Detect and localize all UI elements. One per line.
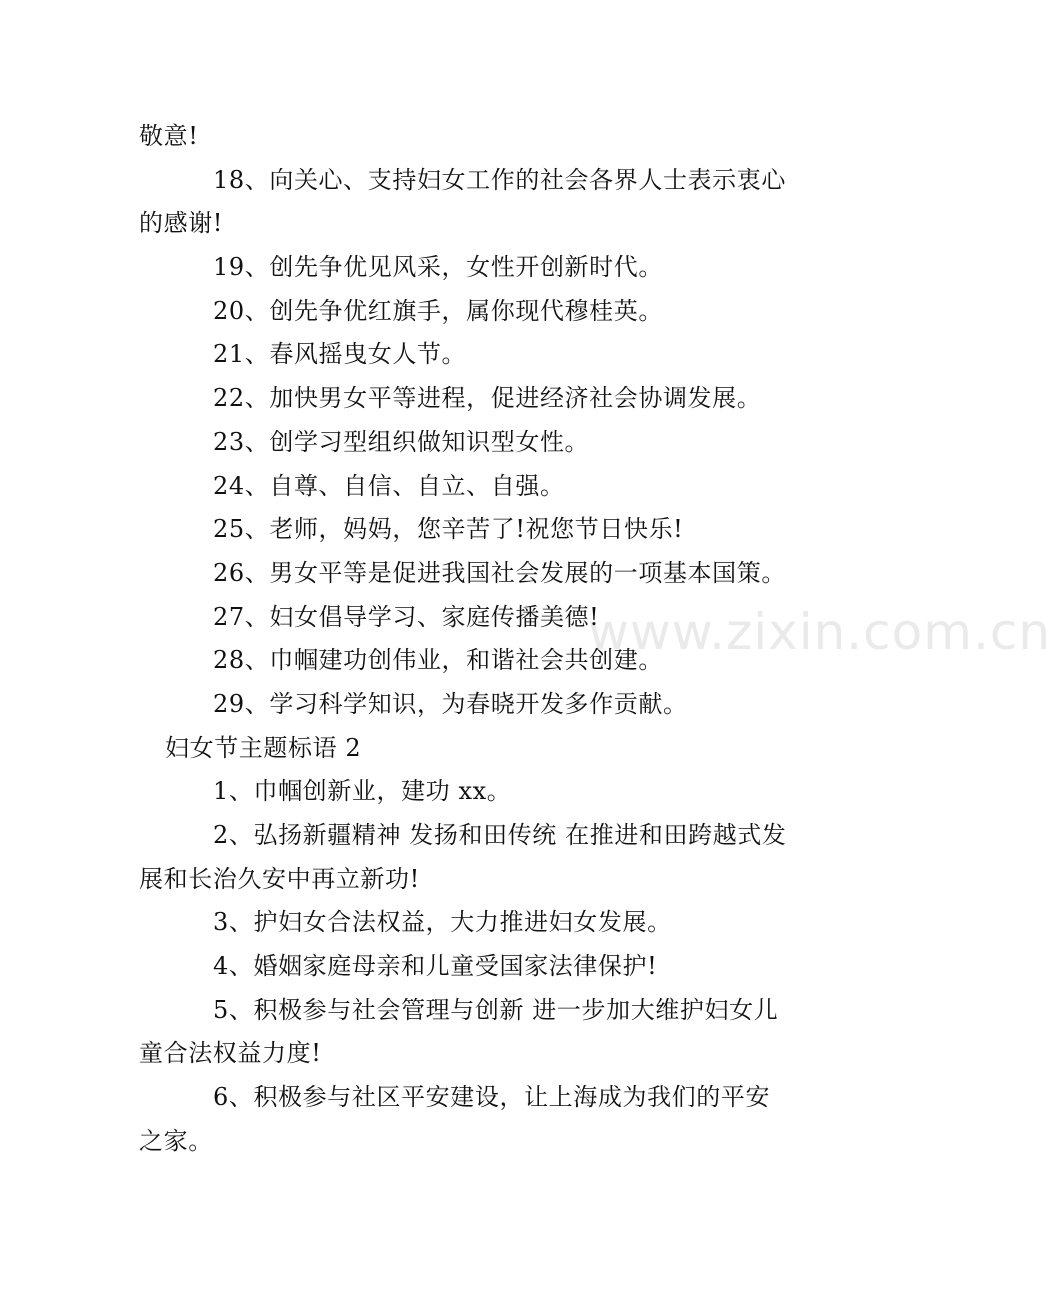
section-heading: 妇女节主题标语 2 [165, 733, 362, 762]
slogan-item-20: 20、创先争优红旗手，属你现代穆桂英。 [213, 296, 663, 325]
text-line-continuation: 的感谢! [139, 209, 224, 238]
slogan-item-19: 19、创先争优见风采，女性开创新时代。 [213, 253, 663, 282]
text-line-continuation: 之家。 [139, 1126, 213, 1155]
slogan-item-26: 26、男女平等是促进我国社会发展的一项基本国策。 [213, 558, 786, 587]
slogan-item-2: 2、弘扬新疆精神 发扬和田传统 在推进和田跨越式发 [213, 821, 787, 849]
slogan-item-28: 28、巾帼建功创伟业，和谐社会共创建。 [213, 646, 663, 675]
slogan-item-4: 4、婚姻家庭母亲和儿童受国家法律保护! [213, 952, 658, 981]
slogan-item-27: 27、妇女倡导学习、家庭传播美德! [213, 602, 600, 631]
slogan-item-22: 22、加快男女平等进程，促进经济社会协调发展。 [213, 384, 762, 413]
slogan-item-5: 5、积极参与社会管理与创新 进一步加大维护妇女儿 [213, 995, 779, 1024]
slogan-item-21: 21、春风摇曳女人节。 [213, 340, 467, 369]
slogan-item-29: 29、学习科学知识，为春晓开发多作贡献。 [213, 689, 688, 718]
slogan-item-25: 25、老师，妈妈，您辛苦了!祝您节日快乐! [213, 515, 684, 544]
slogan-item-23: 23、创学习型组织做知识型女性。 [213, 427, 590, 456]
slogan-item-24: 24、自尊、自信、自立、自强。 [213, 471, 565, 500]
document-body [139, 115, 789, 1164]
slogan-item-6: 6、积极参与社区平安建设，让上海成为我们的平安 [213, 1083, 771, 1112]
text-line-continuation: 童合法权益力度! [139, 1039, 322, 1068]
slogan-item-3: 3、护妇女合法权益，大力推进妇女发展。 [213, 908, 672, 937]
text-line-continuation: 敬意! [139, 122, 199, 150]
slogan-item-18: 18、向关心、支持妇女工作的社会各界人士表示衷心 [213, 165, 786, 194]
text-line-continuation: 展和长治久安中再立新功! [139, 864, 420, 893]
slogan-item-1: 1、巾帼创新业，建功 xx。 [213, 777, 512, 806]
watermark: www.zixin.com.cn [588, 603, 1051, 661]
